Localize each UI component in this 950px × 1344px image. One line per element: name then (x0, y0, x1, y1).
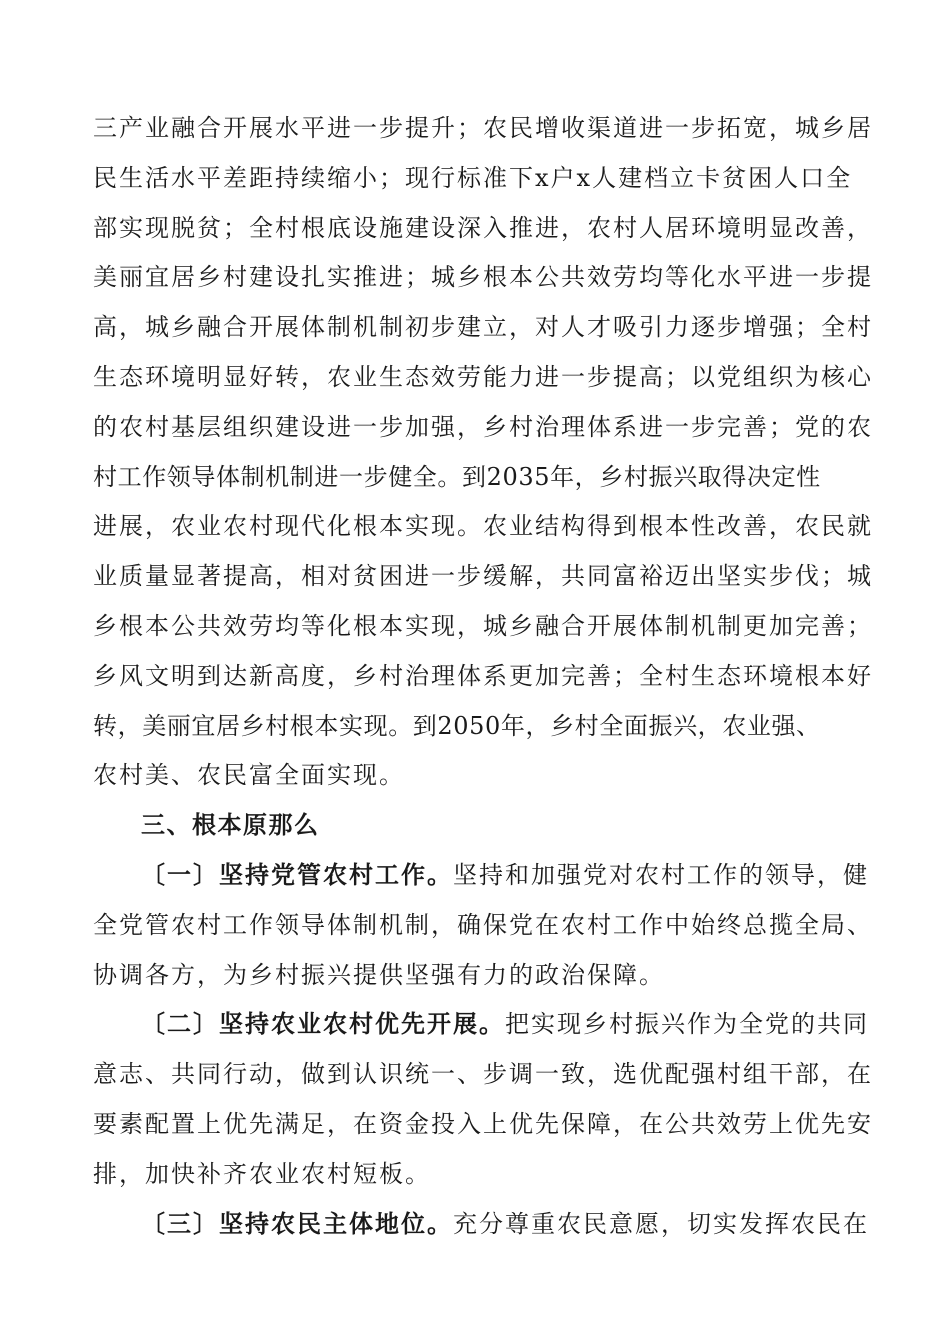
text-line (93, 1200, 869, 1250)
text-line: 排，加快补齐农业农村短板。 (93, 1159, 431, 1188)
text-line: 民生活水平差距持续缩小；现行标准下x户x人建档立卡贫困人口全 (93, 163, 853, 192)
text-line (93, 1000, 869, 1050)
text-line (93, 851, 869, 901)
text-line: 乡根本公共效劳均等化根本实现，城乡融合开展体制机制更加完善； (93, 611, 873, 640)
text-line: 要素配置上优先满足，在资金投入上优先保障，在公共效劳上优先安 (93, 1109, 873, 1138)
section-heading: 三、根本原那么 (141, 811, 320, 840)
text-line: 村工作领导体制机制进一步健全。到2035年，乡村振兴取得决定性 (93, 462, 821, 491)
text-line: 协调各方，为乡村振兴提供坚强有力的政治保障。 (93, 960, 665, 989)
text-line: 美丽宜居乡村建设扎实推进；城乡根本公共效劳均等化水平进一步提 (93, 263, 873, 292)
text-line: 三产业融合开展水平进一步提升；农民增收渠道进一步拓宽，城乡居 (93, 114, 873, 142)
principle-text: 把实现乡村振兴作为全党的共同 (505, 1010, 869, 1039)
principle-1 (93, 851, 873, 1000)
principle-title: 〔三〕坚持农民主体地位。 (141, 1209, 453, 1238)
text-line: 乡风文明到达新高度，乡村治理体系更加完善；全村生态环境根本好 (93, 661, 873, 690)
text-line: 生态环境明显好转，农业生态效劳能力进一步提高；以党组织为核心 (93, 362, 873, 391)
principle-text: 充分尊重农民意愿，切实发挥农民在 (453, 1209, 869, 1238)
principle-text: 坚持和加强党对农村工作的领导，健 (453, 860, 869, 889)
text-line: 高，城乡融合开展体制机制初步建立，对人才吸引力逐步增强；全村 (93, 313, 873, 342)
text-line: 的农村基层组织建设进一步加强，乡村治理体系进一步完善；党的农 (93, 412, 873, 441)
text-line: 业质量显著提高，相对贫困进一步缓解，共同富裕迈出坚实步伐；城 (93, 562, 873, 591)
principle-3 (93, 1200, 869, 1250)
text-line: 农村美、农民富全面实现。 (93, 761, 405, 790)
text-line: 意志、共同行动，做到认识统一、步调一致，选优配强村组干部，在 (93, 1060, 873, 1089)
text-line: 转，美丽宜居乡村根本实现。到2050年，乡村全面振兴，农业强、 (93, 711, 821, 740)
principle-title: 〔一〕坚持党管农村工作。 (141, 860, 453, 889)
text-line: 进展，农业农村现代化根本实现。农业结构得到根本性改善，农民就 (93, 512, 873, 541)
paragraph-goals (93, 104, 873, 801)
document-body (93, 104, 873, 1249)
text-line: 全党管农村工作领导体制机制，确保党在农村工作中始终总揽全局、 (93, 910, 873, 939)
principle-2 (93, 1000, 873, 1199)
text-line: 部实现脱贫；全村根底设施建设深入推进，农村人居环境明显改善， (93, 213, 873, 242)
principle-title: 〔二〕坚持农业农村优先开展。 (141, 1010, 505, 1039)
